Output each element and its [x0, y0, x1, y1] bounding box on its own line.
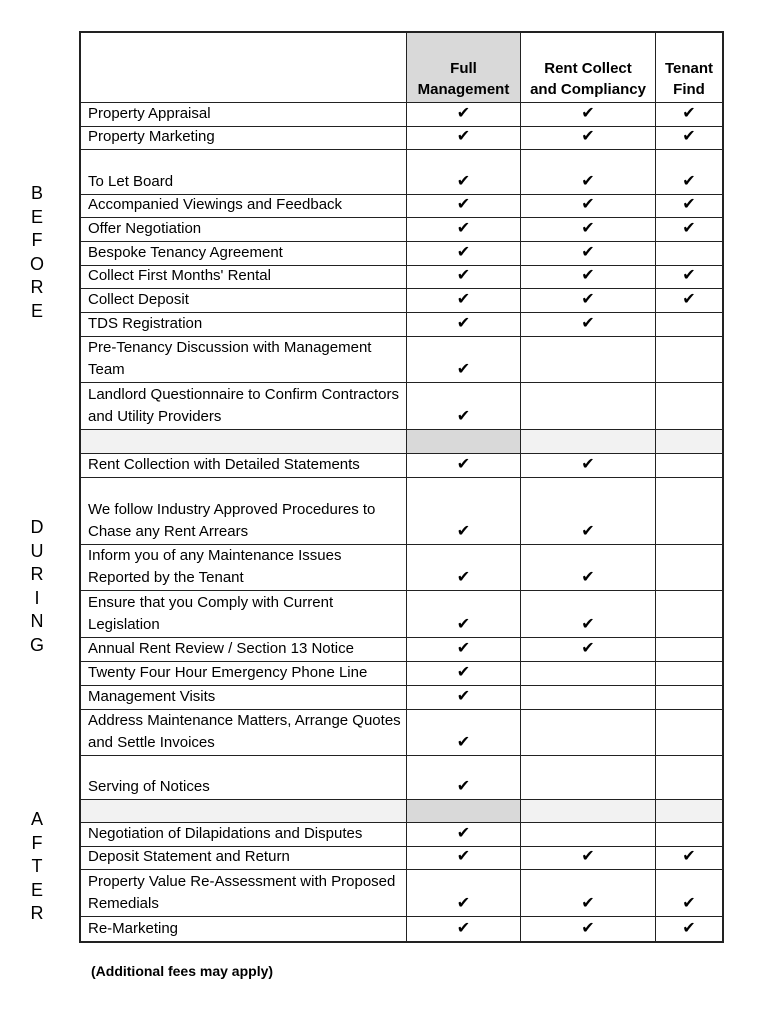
check-tenant-find-empty [656, 686, 722, 709]
table-row [81, 313, 722, 337]
check-icon: ✔ [407, 686, 521, 709]
letter: A [30, 809, 43, 829]
table-row [81, 337, 722, 383]
table-row [81, 638, 722, 662]
table-row [81, 150, 722, 195]
check-tenant-find-empty [656, 313, 722, 336]
table-row [81, 266, 722, 289]
table-row [81, 478, 722, 545]
table-row [81, 127, 722, 150]
service-label: Property Value Re-Assessment with Proposed Remedials [81, 870, 407, 916]
check-tenant-find-empty [656, 638, 722, 661]
service-label: Negotiation of Dilapidations and Disputes [81, 823, 407, 846]
check-rent-collect-empty [521, 823, 656, 846]
service-label: Re-Marketing [81, 917, 407, 941]
check-icon: ✔ [521, 454, 656, 477]
letter: E [30, 300, 43, 321]
service-label: Address Maintenance Matters, Arrange Quotes and Settle Invoices [81, 710, 407, 755]
letter: R [30, 564, 44, 584]
check-tenant-find-empty [656, 662, 722, 685]
check-icon: ✔ [407, 870, 521, 916]
check-icon: ✔ [521, 150, 656, 194]
check-icon: ✔ [521, 478, 656, 544]
check-icon: ✔ [407, 662, 521, 685]
check-icon: ✔ [407, 337, 521, 382]
table-row [81, 823, 722, 847]
table-row [81, 686, 722, 710]
letter: I [34, 587, 40, 608]
service-label: Management Visits [81, 686, 407, 709]
section-label-after [22, 808, 52, 926]
check-tenant-find-empty [656, 383, 722, 429]
service-label: Pre-Tenancy Discussion with Management Team [81, 337, 407, 382]
table-header-row [81, 33, 722, 103]
service-label: Inform you of any Maintenance Issues Reported by the Tenant [81, 545, 407, 590]
service-label: Property Appraisal [81, 103, 407, 126]
check-icon: ✔ [521, 870, 656, 916]
letter: F [31, 832, 43, 853]
table-row [81, 195, 722, 218]
service-label: Collect Deposit [81, 289, 407, 312]
letter: O [29, 253, 44, 274]
letter: U [30, 540, 44, 561]
check-icon: ✔ [407, 266, 521, 288]
service-label: Deposit Statement and Return [81, 847, 407, 869]
check-rent-collect-empty [521, 337, 656, 382]
check-tenant-find-empty [656, 545, 722, 590]
check-icon: ✔ [407, 710, 521, 755]
check-icon: ✔ [407, 313, 521, 336]
service-label: Ensure that you Comply with Current Legislation [81, 591, 407, 637]
check-icon: ✔ [407, 383, 521, 429]
check-icon: ✔ [407, 289, 521, 312]
check-icon: ✔ [407, 478, 521, 544]
header-blank-cell [81, 33, 407, 102]
letter: E [30, 879, 43, 900]
check-icon: ✔ [521, 847, 656, 869]
check-icon: ✔ [407, 823, 521, 846]
check-icon: ✔ [407, 591, 521, 637]
spacer-row [81, 800, 722, 823]
table-row [81, 103, 722, 127]
check-icon: ✔ [521, 266, 656, 288]
service-label: Twenty Four Hour Emergency Phone Line [81, 662, 407, 685]
spacer-row [81, 430, 722, 454]
service-label: We follow Industry Approved Procedures to Chase any Rent Arrears [81, 478, 407, 544]
check-icon: ✔ [407, 638, 521, 661]
service-label: Landlord Questionnaire to Confirm Contractors and Utility Providers [81, 383, 407, 429]
check-rent-collect-empty [521, 383, 656, 429]
check-icon: ✔ [521, 313, 656, 336]
check-icon: ✔ [407, 127, 521, 149]
service-label: Collect First Months' Rental [81, 266, 407, 288]
check-tenant-find-empty [656, 478, 722, 544]
service-label [81, 800, 407, 822]
check-icon: ✔ [682, 895, 696, 912]
check-tenant-find-empty [656, 823, 722, 846]
service-label: Bespoke Tenancy Agreement [81, 242, 407, 265]
service-label: Accompanied Viewings and Feedback [81, 195, 407, 217]
letter: T [31, 856, 43, 876]
table-row [81, 454, 722, 478]
check-icon: ✔ [407, 545, 521, 590]
check-icon: ✔ [682, 128, 696, 145]
check-rent-collect-empty [521, 662, 656, 685]
table-row [81, 591, 722, 638]
table-row [81, 662, 722, 686]
section-label-during [22, 516, 52, 657]
table-row [81, 242, 722, 266]
check-full-management-empty [407, 430, 521, 453]
table-row [81, 710, 722, 756]
table-row [81, 917, 722, 941]
check-icon: ✔ [521, 218, 656, 241]
table-row [81, 545, 722, 591]
check-rent-collect-empty [521, 800, 656, 822]
check-icon: ✔ [407, 756, 521, 799]
check-icon: ✔ [682, 105, 696, 122]
check-icon: ✔ [407, 218, 521, 241]
letter: E [30, 206, 43, 227]
check-tenant-find-empty [656, 591, 722, 637]
letter: B [30, 183, 43, 203]
check-icon: ✔ [521, 195, 656, 217]
check-rent-collect-empty [521, 686, 656, 709]
table-row [81, 289, 722, 313]
check-icon: ✔ [407, 150, 521, 194]
check-icon: ✔ [682, 291, 696, 308]
header-tenant-find: Tenant Find [664, 60, 714, 98]
service-label: TDS Registration [81, 313, 407, 336]
table-row [81, 383, 722, 430]
check-icon: ✔ [682, 173, 696, 190]
table-row [81, 847, 722, 870]
service-label: Serving of Notices [81, 756, 407, 799]
letter: R [30, 277, 44, 297]
letter: R [30, 903, 44, 923]
check-icon: ✔ [521, 917, 656, 941]
check-rent-collect-empty [521, 430, 656, 453]
table-row [81, 756, 722, 800]
check-icon: ✔ [682, 267, 696, 284]
check-icon: ✔ [521, 242, 656, 265]
check-icon: ✔ [407, 847, 521, 869]
check-icon: ✔ [682, 196, 696, 213]
service-label [81, 430, 407, 453]
check-rent-collect-empty [521, 710, 656, 755]
service-label: Rent Collection with Detailed Statements [81, 454, 407, 477]
check-icon: ✔ [521, 545, 656, 590]
check-tenant-find-empty [656, 242, 722, 265]
letter: G [29, 634, 44, 655]
check-icon: ✔ [407, 242, 521, 265]
letter: D [30, 517, 44, 537]
check-tenant-find-empty [656, 756, 722, 799]
service-label: Annual Rent Review / Section 13 Notice [81, 638, 407, 661]
check-icon: ✔ [407, 917, 521, 941]
check-icon: ✔ [407, 103, 521, 126]
letter: F [31, 230, 43, 250]
check-tenant-find-empty [656, 337, 722, 382]
check-icon: ✔ [682, 848, 696, 865]
check-icon: ✔ [521, 638, 656, 661]
table-row [81, 218, 722, 242]
header-rent-collect: Rent Collect and Compliancy [521, 33, 656, 102]
check-icon: ✔ [521, 127, 656, 149]
check-icon: ✔ [521, 103, 656, 126]
check-full-management-empty [407, 800, 521, 822]
check-icon: ✔ [407, 454, 521, 477]
check-icon: ✔ [682, 920, 696, 937]
footer-note: (Additional fees may apply) [91, 963, 274, 979]
service-label: Offer Negotiation [81, 218, 407, 241]
check-icon: ✔ [407, 195, 521, 217]
check-tenant-find-empty [656, 430, 722, 453]
check-rent-collect-empty [521, 756, 656, 799]
check-icon: ✔ [521, 591, 656, 637]
check-icon: ✔ [521, 289, 656, 312]
table-row [81, 870, 722, 917]
check-tenant-find-empty [656, 800, 722, 822]
check-icon: ✔ [682, 220, 696, 237]
service-label: Property Marketing [81, 127, 407, 149]
header-full-management: Full Management [407, 33, 521, 102]
service-label: To Let Board [81, 150, 407, 194]
check-tenant-find-empty [656, 454, 722, 477]
letter: N [30, 611, 44, 631]
section-label-before [22, 182, 52, 323]
check-tenant-find-empty [656, 710, 722, 755]
services-comparison-table [79, 31, 724, 943]
